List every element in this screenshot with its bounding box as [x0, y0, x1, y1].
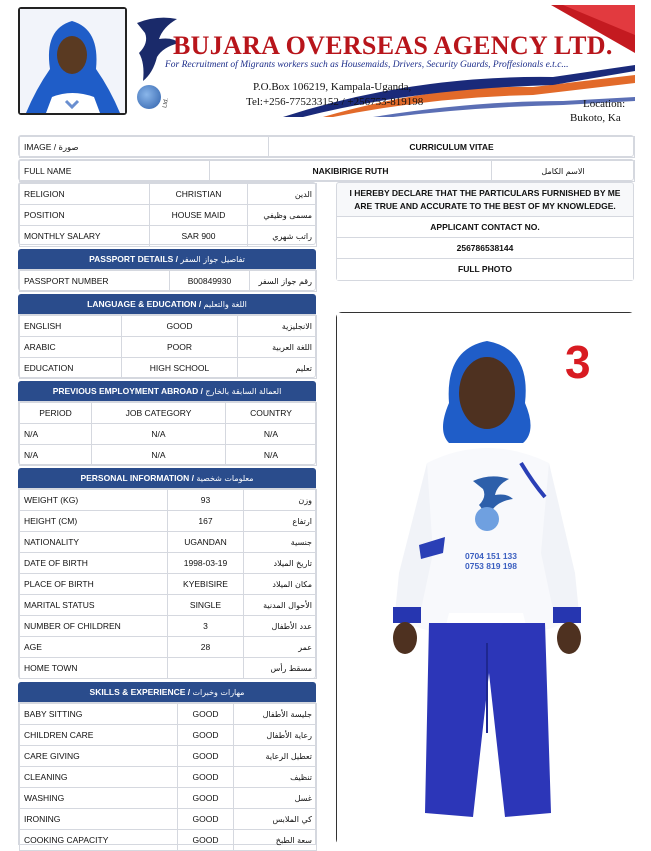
section-title: LANGUAGE & EDUCATION / [87, 299, 204, 309]
row-value: SAR 900 [150, 226, 248, 247]
photo-number: 3 [565, 336, 591, 388]
row-value: GOOD [178, 809, 234, 830]
job-category-cell: N/A [92, 445, 226, 466]
row-label: AGE [20, 637, 168, 658]
row-label: MARITAL STATUS [20, 595, 168, 616]
agency-pobox: P.O.Box 106219, Kampala-Uganda, [253, 81, 412, 93]
row-arabic: اللغة العربية [238, 337, 317, 358]
row-label: CARE GIVING [20, 746, 178, 767]
skills-table [18, 702, 316, 845]
row-label: ENGLISH [20, 316, 122, 337]
row-label: DATE OF BIRTH [20, 553, 168, 574]
logo-ltd-text: Ltd. [162, 97, 170, 109]
row-label: BABY SITTING [20, 704, 178, 725]
table-row [20, 532, 317, 553]
table-row [20, 205, 317, 226]
row-value: GOOD [178, 704, 234, 725]
section-title: PASSPORT DETAILS / [89, 254, 181, 264]
table-row [20, 226, 317, 247]
section-title: PREVIOUS EMPLOYMENT ABROAD / [52, 386, 206, 396]
row-label: EDUCATION [20, 358, 122, 379]
table-row [20, 316, 317, 337]
row-arabic: مسمى وظيفي [248, 205, 317, 226]
row-value: UGANDAN [168, 532, 244, 553]
employment-section-header [18, 381, 316, 401]
row-value: GOOD [122, 316, 238, 337]
row-label: WEIGHT (KG) [20, 490, 168, 511]
row-label: PLACE OF BIRTH [20, 574, 168, 595]
section-title-arabic: تفاصيل جواز السفر [180, 255, 245, 264]
row-value: KYEBISIRE [168, 574, 244, 595]
full-name-value: NAKIBIRIGE RUTH [210, 161, 492, 182]
table-row [20, 788, 317, 809]
row-label: NUMBER OF CHILDREN [20, 616, 168, 637]
row-value: GOOD [178, 788, 234, 809]
section-title-arabic: مهارات وخبرات [192, 688, 245, 697]
passport-table [18, 269, 316, 291]
row-arabic: جليسة الأطفال [234, 704, 317, 725]
row-arabic: مسقط رأس [244, 658, 317, 679]
table-row [20, 616, 317, 637]
row-label: HEIGHT (CM) [20, 511, 168, 532]
table-row [20, 725, 317, 746]
row-arabic: جنسية [244, 532, 317, 553]
shirt-phone-2: 0753 819 198 [465, 561, 517, 571]
section-title: PERSONAL INFORMATION / [80, 473, 197, 483]
row-value: POOR [122, 337, 238, 358]
row-arabic: الانجليزية [238, 316, 317, 337]
shirt-phone-1: 0704 151 133 [465, 551, 517, 561]
row-arabic: تاريخ الميلاد [244, 553, 317, 574]
row-arabic: تعليم [238, 358, 317, 379]
full-body-photo [336, 312, 635, 845]
section-title-arabic: معلومات شخصية [196, 474, 254, 483]
table-row [20, 595, 317, 616]
row-arabic: سعة الطبخ [234, 830, 317, 851]
row-arabic: الدين [248, 184, 317, 205]
image-label: IMAGE / صورة [20, 137, 269, 158]
row-value: HIGH SCHOOL [122, 358, 238, 379]
language-table [18, 314, 316, 378]
full-name-row [18, 159, 634, 181]
period-cell: N/A [20, 424, 92, 445]
row-value [168, 658, 244, 679]
row-arabic: الأحوال المدنية [244, 595, 317, 616]
row-value: 167 [168, 511, 244, 532]
table-row [20, 490, 317, 511]
declaration-box [336, 182, 634, 281]
table-row [20, 445, 317, 466]
header [0, 0, 651, 125]
table-row [20, 809, 317, 830]
country-cell: N/A [226, 424, 317, 445]
section-title: SKILLS & EXPERIENCE / [89, 687, 193, 697]
image-cv-row [18, 135, 634, 157]
table-row [20, 574, 317, 595]
full-photo-label: FULL PHOTO [337, 259, 633, 280]
row-label: CHILDREN CARE [20, 725, 178, 746]
table-row [20, 704, 317, 725]
row-label: HOME TOWN [20, 658, 168, 679]
row-label: WASHING [20, 788, 178, 809]
agency-tagline: For Recruitment of Migrants workers such as Housemaids, Drivers, Security Guards, Proffesionals e.t.c... [165, 60, 569, 70]
employment-table [18, 401, 316, 465]
period-cell: N/A [20, 445, 92, 466]
row-label: MONTHLY SALARY [20, 226, 150, 247]
table-row [20, 184, 317, 205]
row-value: GOOD [178, 767, 234, 788]
passport-photo [18, 7, 127, 115]
row-value: GOOD [178, 830, 234, 851]
table-row [20, 337, 317, 358]
personal-table [18, 488, 316, 679]
table-row [20, 271, 317, 292]
row-value: 3 [168, 616, 244, 637]
row-label: POSITION [20, 205, 150, 226]
row-label: COOKING CAPACITY [20, 830, 178, 851]
passport-section-header [18, 249, 316, 269]
row-arabic: رعاية الأطفال [234, 725, 317, 746]
row-arabic: راتب شهري [248, 226, 317, 247]
row-value: GOOD [178, 725, 234, 746]
table-row [20, 746, 317, 767]
row-label: CLEANING [20, 767, 178, 788]
row-value: GOOD [178, 746, 234, 767]
row-arabic: تنظيف [234, 767, 317, 788]
contact-label: APPLICANT CONTACT NO. [337, 217, 633, 238]
table-row [20, 358, 317, 379]
row-arabic: عمر [244, 637, 317, 658]
table-row [20, 553, 317, 574]
agency-banner [133, 5, 635, 124]
row-arabic: عدد الأطفال [244, 616, 317, 637]
table-row [20, 637, 317, 658]
section-title-arabic: اللغة والتعليم [203, 300, 247, 309]
table-row [20, 830, 317, 851]
column-header: JOB CATEGORY [92, 403, 226, 424]
passport-number: B00849930 [170, 271, 250, 292]
row-label: NATIONALITY [20, 532, 168, 553]
row-value: 28 [168, 637, 244, 658]
row-value: HOUSE MAID [150, 205, 248, 226]
full-name-label: FULL NAME [20, 161, 210, 182]
skills-section-header [18, 682, 316, 702]
row-arabic: كي الملابس [234, 809, 317, 830]
cv-title: CURRICULUM VITAE [269, 137, 635, 158]
basic-info-table [18, 182, 316, 245]
table-row [20, 658, 317, 679]
row-arabic: ارتفاع [244, 511, 317, 532]
country-cell: N/A [226, 445, 317, 466]
row-arabic: وزن [244, 490, 317, 511]
row-value: 1998-03-19 [168, 553, 244, 574]
contact-value: 256786538144 [337, 238, 633, 259]
row-arabic: غسل [234, 788, 317, 809]
table-row [20, 767, 317, 788]
globe-logo-icon [137, 85, 161, 109]
row-label: PASSPORT NUMBER [20, 271, 170, 292]
agency-name: BUJARA OVERSEAS AGENCY LTD. [173, 31, 613, 60]
row-label: RELIGION [20, 184, 150, 205]
job-category-cell: N/A [92, 424, 226, 445]
declaration-text: I HEREBY DECLARE THAT THE PARTICULARS FURNISHED BY ME ARE TRUE AND ACCURATE TO THE BEST OF MY KNOWLEDGE. [337, 183, 633, 217]
row-arabic: مكان الميلاد [244, 574, 317, 595]
row-value: 93 [168, 490, 244, 511]
row-label: ARABIC [20, 337, 122, 358]
full-body-figure [337, 313, 636, 846]
column-header: COUNTRY [226, 403, 317, 424]
full-name-arabic: الاسم الكامل [492, 161, 635, 182]
row-arabic: رقم جواز السفر [250, 271, 317, 292]
row-arabic: تعطيل الرعاية [234, 746, 317, 767]
row-value: CHRISTIAN [150, 184, 248, 205]
language-section-header [18, 294, 316, 314]
personal-section-header [18, 468, 316, 488]
agency-location-label: Location: [583, 98, 626, 110]
section-title-arabic: العمالة السابقة بالخارج [205, 387, 282, 396]
table-row [20, 511, 317, 532]
table-header-row [20, 403, 317, 424]
agency-telephone: Tel:+256-775233152 / +256753-819198 [246, 96, 424, 108]
row-label: IRONING [20, 809, 178, 830]
row-value: SINGLE [168, 595, 244, 616]
agency-location-value: Bukoto, Ka [570, 112, 621, 124]
table-row [20, 424, 317, 445]
column-header: PERIOD [20, 403, 92, 424]
